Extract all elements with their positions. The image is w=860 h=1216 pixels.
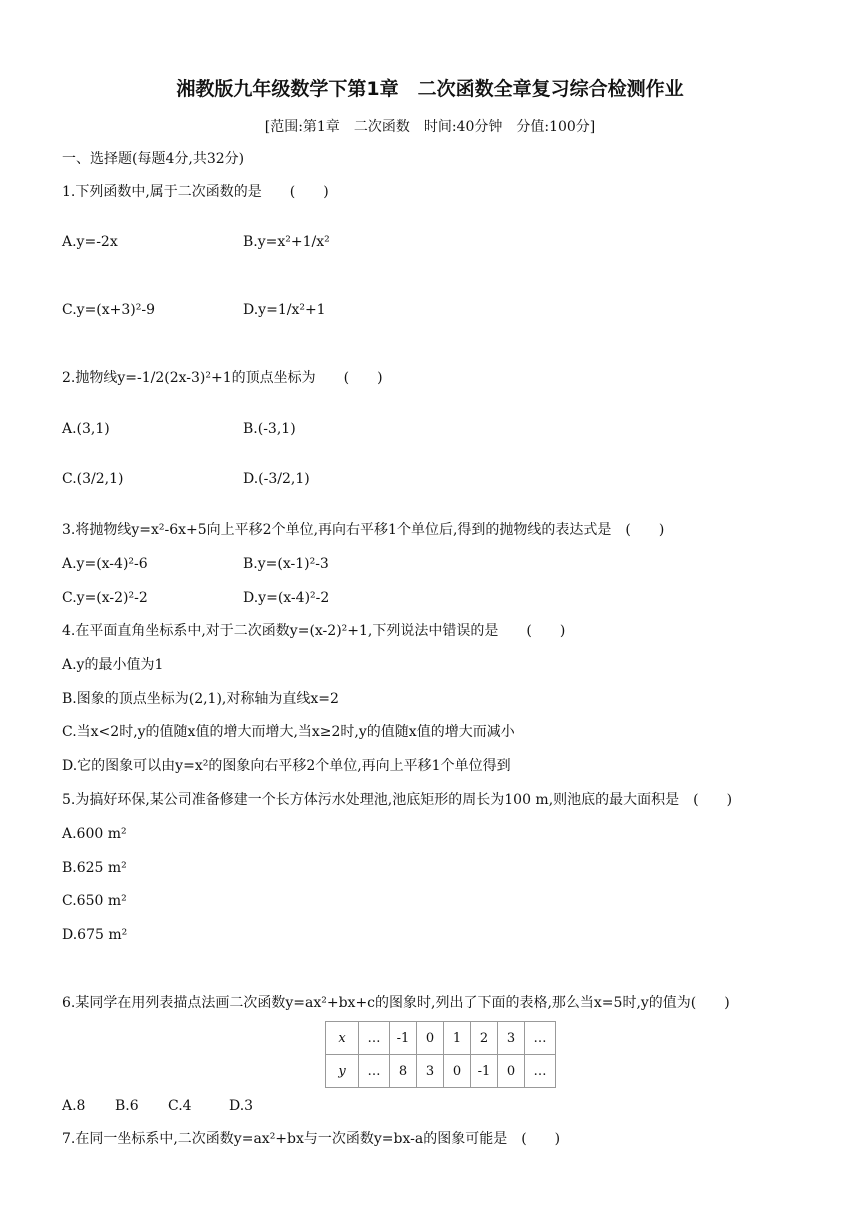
table-cell: 0 <box>444 1055 471 1088</box>
question-2-stem: 2.抛物线y=-1/2(2x-3)²+1的顶点坐标为 ( ) <box>62 370 383 386</box>
q3-option-d: D.y=(x-4)²-2 <box>243 590 330 606</box>
table-cell: 0 <box>417 1022 444 1055</box>
table-cell: 1 <box>444 1022 471 1055</box>
q6-option-d: D.3 <box>229 1098 254 1114</box>
table-row-y <box>326 1055 556 1088</box>
table-cell: … <box>525 1022 556 1055</box>
table-row-x <box>326 1022 556 1055</box>
question-1-stem: 1.下列函数中,属于二次函数的是 ( ) <box>62 184 329 200</box>
question-6-stem: 6.某同学在用列表描点法画二次函数y=ax²+bx+c的图象时,列出了下面的表格,那么当x=5时,y的值为( ) <box>62 995 730 1011</box>
document-title: 湘教版九年级数学下第1章 二次函数全章复习综合检测作业 <box>176 78 684 100</box>
q5-option-a: A.600 m² <box>62 826 127 842</box>
table-cell: … <box>359 1022 390 1055</box>
q2-option-a: A.(3,1) <box>62 421 110 437</box>
question-3-stem: 3.将抛物线y=x²-6x+5向上平移2个单位,再向右平移1个单位后,得到的抛物线的表达式是 ( ) <box>62 522 665 538</box>
q1-option-c: C.y=(x+3)²-9 <box>62 302 156 318</box>
table-cell: -1 <box>390 1022 417 1055</box>
table-cell: y <box>326 1055 359 1088</box>
section-heading: 一、选择题(每题4分,共32分) <box>62 151 245 167</box>
table-cell: … <box>359 1055 390 1088</box>
table-cell: x <box>326 1022 359 1055</box>
q3-option-c: C.y=(x-2)²-2 <box>62 590 148 606</box>
value-table <box>325 1021 556 1088</box>
q4-option-c: C.当x<2时,y的值随x值的增大而增大,当x≥2时,y的值随x值的增大而减小 <box>62 724 515 740</box>
q6-options <box>62 1097 253 1115</box>
table-cell: 8 <box>390 1055 417 1088</box>
q6-option-a: A.8 <box>62 1098 86 1114</box>
q4-option-a: A.y的最小值为1 <box>62 657 164 673</box>
q3-option-a: A.y=(x-4)²-6 <box>62 556 148 572</box>
q3-option-b: B.y=(x-1)²-3 <box>243 556 329 572</box>
q6-option-b: B.6 <box>115 1098 139 1114</box>
table-cell: 2 <box>471 1022 498 1055</box>
document-subtitle: [范围:第1章 二次函数 时间:40分钟 分值:100分] <box>264 119 596 135</box>
q6-option-c: C.4 <box>168 1098 192 1114</box>
q1-option-b: B.y=x²+1/x² <box>243 234 330 250</box>
q5-option-b: B.625 m² <box>62 860 127 876</box>
q5-option-d: D.675 m² <box>62 927 128 943</box>
table-cell: … <box>525 1055 556 1088</box>
q1-option-a: A.y=-2x <box>62 234 118 250</box>
table-cell: 0 <box>498 1055 525 1088</box>
q2-option-b: B.(-3,1) <box>243 421 296 437</box>
question-5-stem: 5.为搞好环保,某公司准备修建一个长方体污水处理池,池底矩形的周长为100 m,则池底的最大面积是 ( ) <box>62 792 733 808</box>
q2-option-c: C.(3/2,1) <box>62 471 124 487</box>
q4-option-d: D.它的图象可以由y=x²的图象向右平移2个单位,再向上平移1个单位得到 <box>62 758 511 774</box>
q4-option-b: B.图象的顶点坐标为(2,1),对称轴为直线x=2 <box>62 691 339 707</box>
table-cell: 3 <box>498 1022 525 1055</box>
q5-option-c: C.650 m² <box>62 893 127 909</box>
q1-option-d: D.y=1/x²+1 <box>243 302 326 318</box>
table-cell: 3 <box>417 1055 444 1088</box>
table-cell: -1 <box>471 1055 498 1088</box>
question-4-stem: 4.在平面直角坐标系中,对于二次函数y=(x-2)²+1,下列说法中错误的是 ( ) <box>62 623 566 639</box>
q2-option-d: D.(-3/2,1) <box>243 471 310 487</box>
question-7-stem: 7.在同一坐标系中,二次函数y=ax²+bx与一次函数y=bx-a的图象可能是 ( ) <box>62 1131 561 1147</box>
